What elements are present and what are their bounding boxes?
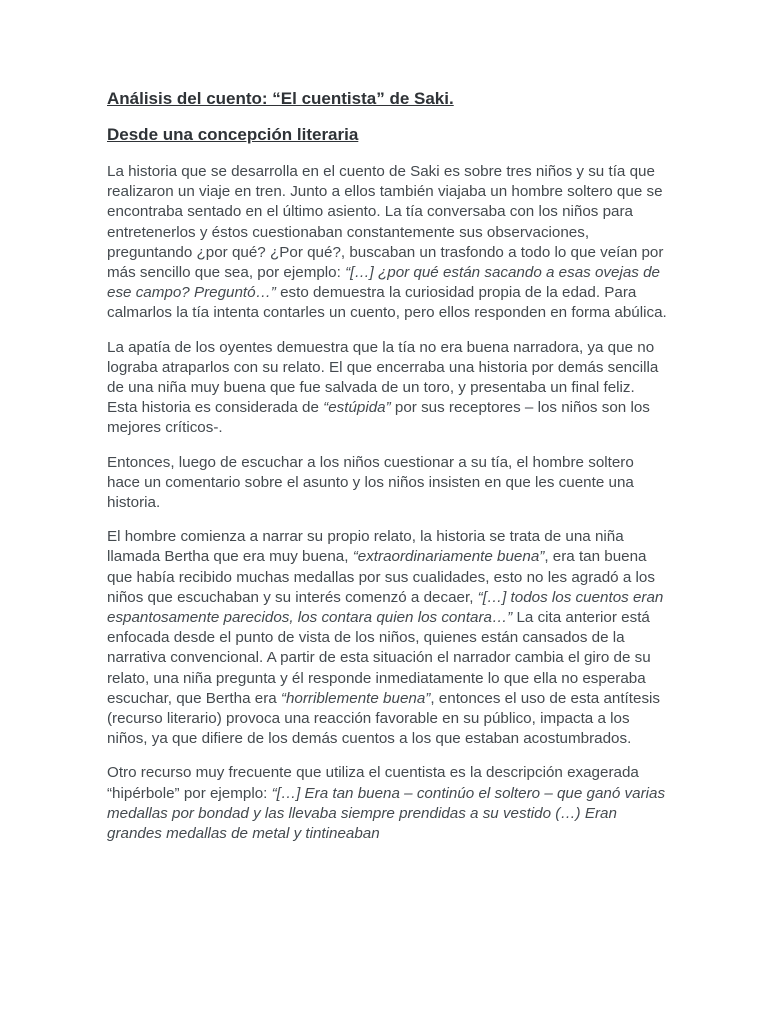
paragraph-text: , entonces el uso de esta antítesis (recurso literario) provoca una reacción favorable en su público, impacta a los niños, ya que difiere de los demás cuentos a los que estaban acostumbrados. [107,689,661,748]
paragraph-4 [107,527,667,749]
quotation: “estúpida” [323,399,391,417]
quotation: “horriblemente buena” [280,689,431,707]
paragraph-text: El hombre comienza a narrar su propio relato, la historia se trata de una niña llamada Bertha que era muy buena, [107,528,624,566]
paragraph-text: La apatía de los oyentes demuestra que la tía no era buena narradora, ya que no lograba atraparlos con su relato. El que encerraba una historia por demás sencilla de una niña muy buena que fue salvada de un toro, y presentaba un final feliz. Esta historia es considerada de [107,338,659,417]
quotation: “[…] todos los cuentos eran espantosamente parecidos, los contara quien los contara…” [107,588,664,627]
paragraph-3 [107,453,667,514]
paragraph-5 [107,763,667,844]
quotation: “[…] Era tan buena – continúo el soltero – que ganó varias medallas por bondad y las llevaba siempre prendidas a su vestido (…) Eran grandes medallas de metal y tintineaban [107,784,666,843]
paragraph-text: La historia que se desarrolla en el cuento de Saki es sobre tres niños y su tía que realizaron un viaje en tren. Junto a ellos también viajaba un hombre soltero que se encontraba sentado en el último asiento. La tía conversaba con los niños para entretenerlos y éstos cuestionaban constantemente sus observaciones, preguntando ¿por qué? ¿Por qué?, buscaban un trasfondo a todo lo que veían por más sencillo que sea, por ejemplo: [107,163,664,282]
quotation: “extraordinariamente buena” [352,548,545,566]
paragraph-text: , era tan buena que había recibido muchas medallas por sus cualidades, esto no les agradó a los niños que escuchaban y su interés comenzó a decaer, [107,548,655,606]
quotation: “[…] ¿por qué están sacando a esas ovejas de ese campo? Preguntó…” [107,264,660,302]
paragraph-text: Otro recurso muy frecuente que utiliza el cuentista es la descripción exagerada “hipérbole” por ejemplo: [107,764,639,802]
paragraph-text: Entonces, luego de escuchar a los niños cuestionar a su tía, el hombre soltero hace un comentario sobre el asunto y los niños insisten en que les cuente una historia. [107,453,634,512]
paragraph-text: esto demuestra la curiosidad propia de la edad. Para calmarlos la tía intenta contarles un cuento, pero ellos responden en forma abúlica. [107,284,667,322]
document-subtitle: Desde una concepción literaria [107,125,359,144]
document-title: Análisis del cuento: “El cuentista” de Saki. [107,89,454,108]
paragraph-1 [107,162,667,324]
document-page [107,88,667,858]
paragraph-text: por sus receptores – los niños son los mejores críticos-. [107,399,650,437]
paragraph-text: La cita anterior está enfocada desde el punto de vista de los niños, quienes están cansados de la narrativa convencional. A partir de esta situación el narrador cambia el giro de su relato, una niña pregunta y él responde inmediatamente lo que ella no esperaba escuchar, que Bertha era [107,609,651,707]
paragraph-2 [107,338,667,439]
